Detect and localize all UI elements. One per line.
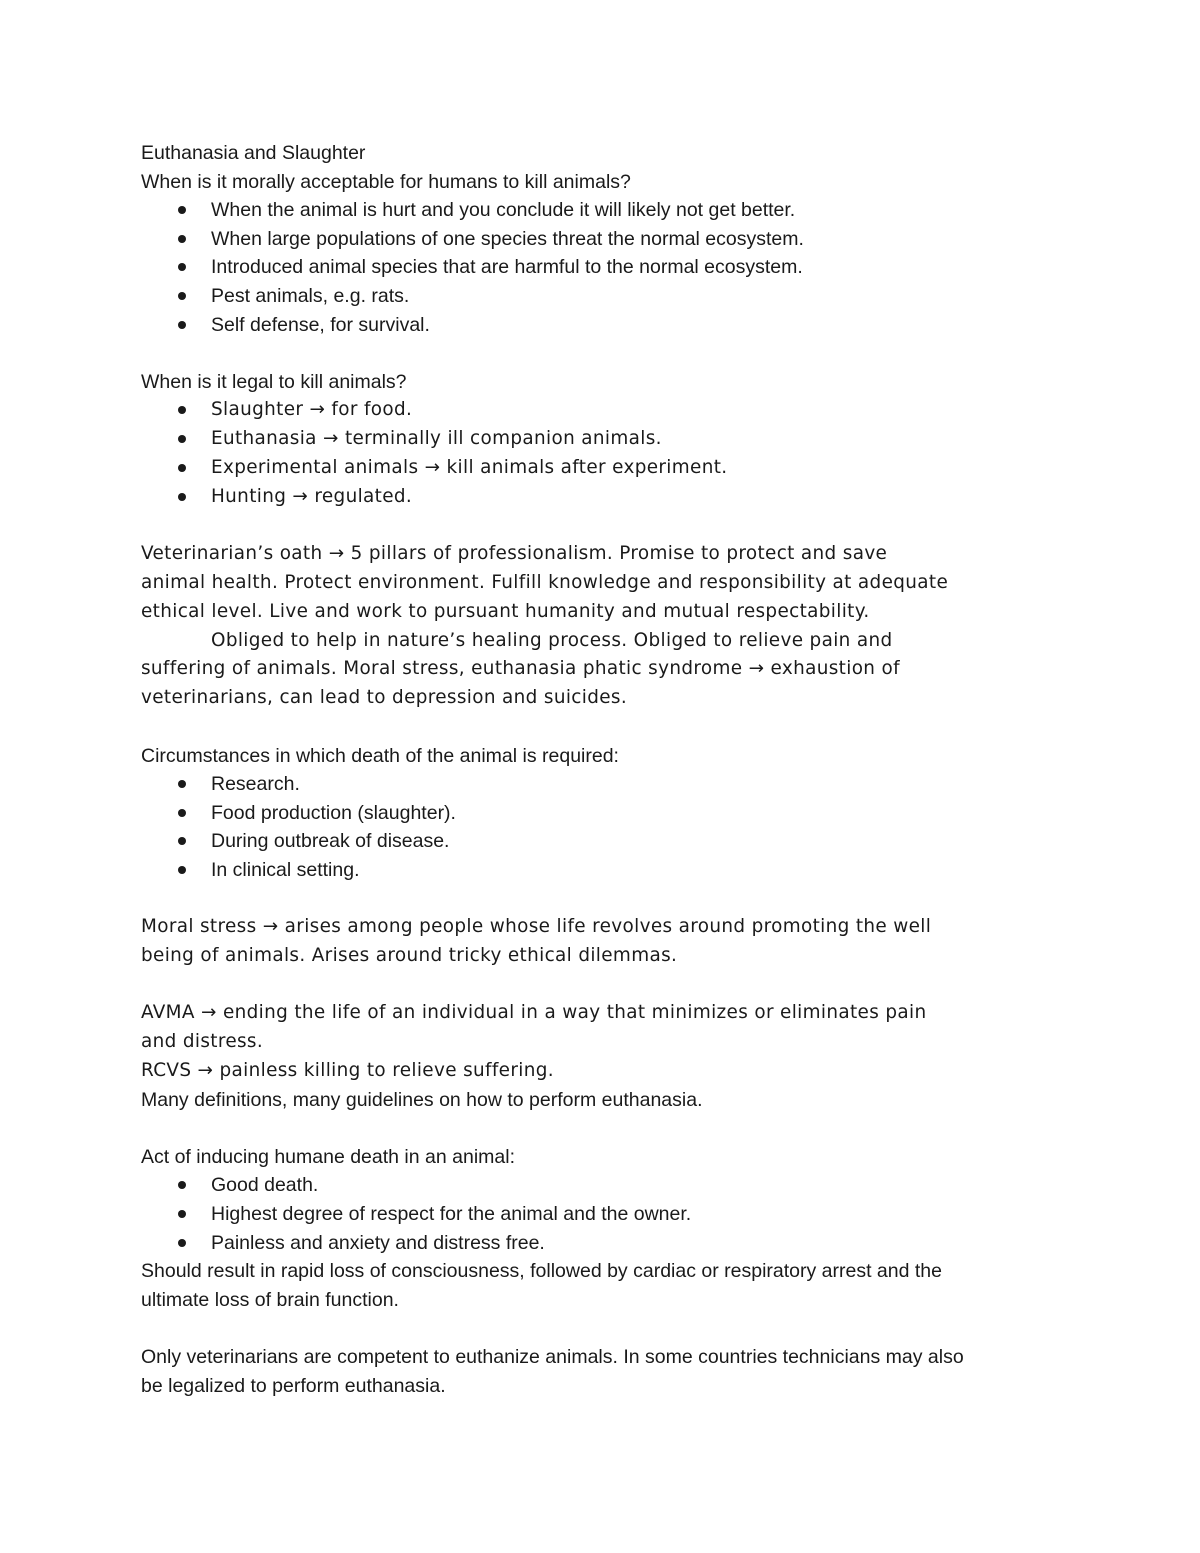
definitions-paragraph: AVMA → ending the life of an individual in a way that minimizes or eliminates pain and distress. RCVS → painless killing to relieve suffering.: [141, 1002, 927, 1081]
moral-question: When is it morally acceptable for humans to kill animals?: [141, 170, 631, 193]
list-item: When large populations of one species threat the normal ecosystem.: [141, 225, 1061, 254]
bullet-icon: [178, 406, 186, 414]
list-item: Research.: [141, 770, 1061, 799]
competence-line: be legalized to perform euthanasia.: [141, 1374, 446, 1397]
act-result-line: ultimate loss of brain function.: [141, 1288, 399, 1311]
act-heading: Act of inducing humane death in an animal:: [141, 1145, 515, 1168]
bullet-icon: [178, 1210, 186, 1218]
bullet-icon: [178, 263, 186, 271]
bullet-icon: [178, 1239, 186, 1247]
oath-paragraph: Veterinarian’s oath → 5 pillars of professionalism. Promise to protect and save animal health. Protect environment. Fulfill knowledge and responsibility at adequate ethical level. Live and work to pursuant humanity and mutual respectability. Obliged to help in nature’s healing process. Obliged to relieve pain and suffering of animals. Moral stress, euthanasia phatic syndrome → exhaustion of veterinarians, can lead to depression and suicides.: [141, 543, 949, 709]
list-item: Painless and anxiety and distress free.: [141, 1229, 1061, 1258]
list-item: Pest animals, e.g. rats.: [141, 282, 1061, 311]
moral-stress-paragraph: Moral stress → arises among people whose life revolves around promoting the well being of animals. Arises around tricky ethical dilemmas.: [141, 916, 932, 966]
list-item: Hunting → regulated.: [141, 483, 1061, 512]
list-item: Slaughter → for food.: [141, 396, 1061, 425]
document-title: Euthanasia and Slaughter: [141, 142, 366, 164]
bullet-icon: [178, 235, 186, 243]
list-item: During outbreak of disease.: [141, 827, 1061, 856]
bullet-icon: [178, 435, 186, 443]
list-item: Experimental animals → kill animals after experiment.: [141, 454, 1061, 483]
list-item: Introduced animal species that are harmful to the normal ecosystem.: [141, 253, 1061, 282]
bullet-icon: [178, 809, 186, 817]
bullet-icon: [178, 292, 186, 300]
list-item: Good death.: [141, 1171, 1061, 1200]
act-list: [141, 1171, 1061, 1257]
list-item: Self defense, for survival.: [141, 311, 1061, 340]
bullet-icon: [178, 780, 186, 788]
competence-line: Only veterinarians are competent to euthanize animals. In some countries technicians may also: [141, 1345, 964, 1368]
list-item: When the animal is hurt and you conclude it will likely not get better.: [141, 196, 1061, 225]
bullet-icon: [178, 493, 186, 501]
circumstances-heading: Circumstances in which death of the animal is required:: [141, 744, 619, 767]
act-result-line: Should result in rapid loss of consciousness, followed by cardiac or respiratory arrest and the: [141, 1260, 942, 1283]
bullet-icon: [178, 321, 186, 329]
moral-list: [141, 196, 1061, 339]
legal-list: [141, 396, 1061, 511]
document-page: [141, 139, 1061, 1400]
bullet-icon: [178, 206, 186, 214]
list-item: Food production (slaughter).: [141, 799, 1061, 828]
bullet-icon: [178, 866, 186, 874]
circumstances-list: [141, 770, 1061, 884]
definitions-note: Many definitions, many guidelines on how to perform euthanasia.: [141, 1088, 703, 1111]
bullet-icon: [178, 837, 186, 845]
list-item: Euthanasia → terminally ill companion animals.: [141, 425, 1061, 454]
bullet-icon: [178, 464, 186, 472]
list-item: In clinical setting.: [141, 856, 1061, 885]
legal-question: When is it legal to kill animals?: [141, 370, 407, 393]
bullet-icon: [178, 1181, 186, 1189]
list-item: Highest degree of respect for the animal and the owner.: [141, 1200, 1061, 1229]
